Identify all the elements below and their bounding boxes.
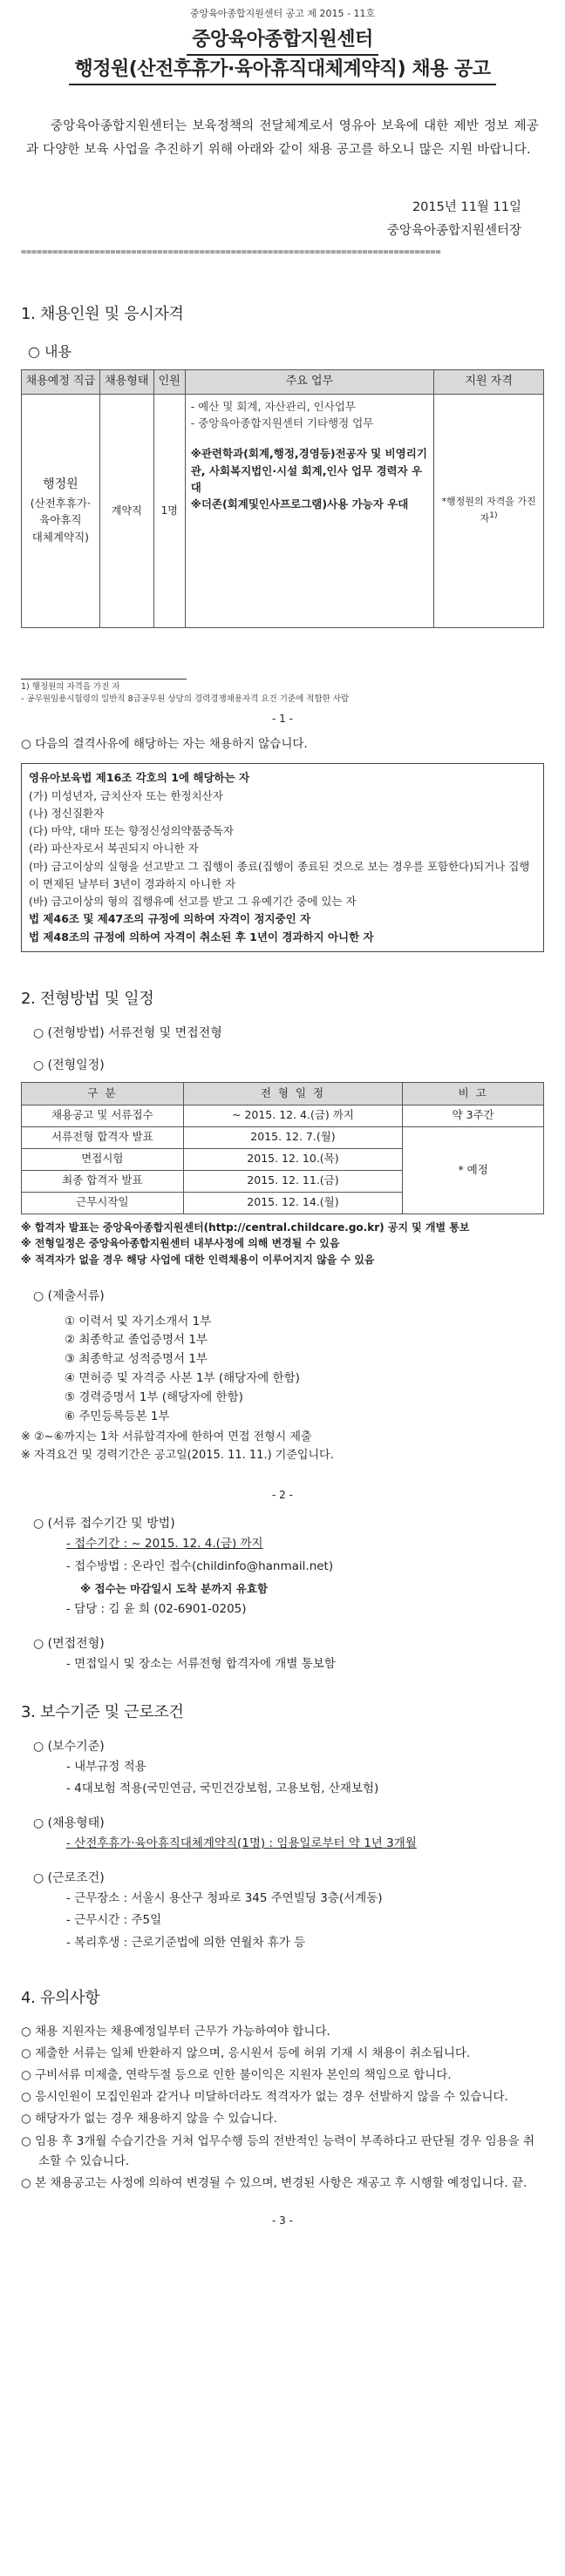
disq-item: (가) 미성년자, 금치산자 또는 한정치산자 <box>29 788 223 802</box>
th-count: 인원 <box>153 369 185 394</box>
section-1-title: 1. 채용인원 및 응시자격 <box>21 304 184 323</box>
footnote-line-1: 1) 행정원의 자격을 가진 자 <box>21 681 120 692</box>
schedule-table <box>21 1082 544 1214</box>
notice-date: 2015년 11월 11일 <box>412 200 521 215</box>
document-note: ※ 자격요건 및 경력기간은 공고일(2015. 11. 11.) 기준입니다. <box>21 1448 334 1462</box>
table-row <box>22 1105 544 1126</box>
caution-item: ○ 임용 후 3개월 수습기간을 거쳐 업무수행 등의 전반적인 능력이 부족하다고 판단될 경우 임용을 취소할 수 있습니다. <box>21 2133 535 2168</box>
interview-label: ○ (면접전형) <box>33 1637 105 1652</box>
document-note: ※ ②~⑥까지는 1차 서류합격자에 한하여 면접 전형시 제출 <box>21 1430 312 1444</box>
section-3-title: 3. 보수기준 및 근로조건 <box>21 1702 184 1721</box>
title-line-2: 행정원(산전후휴가·육아휴직대체계약직) 채용 공고 <box>69 56 495 85</box>
title-block <box>21 26 544 85</box>
condition-item: - 근무장소 : 서울시 용산구 청파로 345 주연빌딩 3층(서계동) <box>66 1890 383 1905</box>
disqualification-box <box>21 763 544 952</box>
section-4-title: 4. 유의사항 <box>21 1988 100 2007</box>
th-note: 비 고 <box>403 1082 544 1105</box>
note-cell: 약 3주간 <box>403 1105 544 1126</box>
document-item: ① 이력서 및 자기소개서 1부 <box>65 1314 212 1329</box>
th-qualification: 지원 자격 <box>434 369 544 394</box>
qualification-cell <box>434 394 544 627</box>
disq-law-2: 법 제48조의 규정에 의하여 자격이 취소된 후 1년이 경과하지 아니한 자 <box>29 930 374 943</box>
work-conditions-details <box>66 1888 544 1955</box>
recruit-table-header <box>22 369 544 394</box>
pay-label: ○ (보수기준) <box>33 1739 105 1754</box>
preference-item: ※더존(회계및인사프로그램)사용 가능자 우대 <box>190 497 409 511</box>
stage-cell: 근무시작일 <box>22 1192 184 1214</box>
th-schedule: 전 형 일 정 <box>183 1082 403 1105</box>
separator-line: ================================================================================ <box>21 247 441 257</box>
documents-label: ○ (제출서류) <box>33 1288 105 1303</box>
disq-item: (바) 금고이상의 형의 집행유예 선고를 받고 그 유예기간 중에 있는 자 <box>29 895 357 909</box>
th-stage: 구 분 <box>22 1082 184 1105</box>
document-item: ② 최종학교 졸업증명서 1부 <box>65 1333 208 1348</box>
document-item: ⑤ 경력증명서 1부 (해당자에 한함) <box>65 1390 243 1405</box>
page-number-2: - 2 - <box>272 1489 293 1502</box>
title-line-1: 중앙육아종합지원센터 <box>187 26 378 56</box>
application-method-text: - 접수방법 : 온라인 접수(childinfo@hanmail.net) <box>66 1559 334 1574</box>
schedule-notes <box>21 1220 544 1268</box>
recruit-table <box>21 369 544 628</box>
document-item: ③ 최종학교 성적증명서 1부 <box>65 1352 208 1367</box>
th-type: 채용형태 <box>99 369 153 394</box>
disq-law-1: 법 제46조 및 제47조의 규정에 의하여 자격이 정지중인 자 <box>29 912 311 926</box>
date-cell: 2015. 12. 14.(월) <box>183 1192 403 1214</box>
footnote <box>21 681 544 707</box>
schedule-note: ※ 합격자 발표는 중앙육아종합지원센터(http://central.childcare.go.kr) 공지 및 개별 통보 <box>21 1220 470 1234</box>
stage-cell: 채용공고 및 서류접수 <box>22 1105 184 1126</box>
caution-item: ○ 해당자가 없는 경우 채용하지 않을 수 있습니다. <box>21 2112 277 2126</box>
document-item: ④ 면허증 및 자격증 사본 1부 (해당자에 한함) <box>65 1371 300 1386</box>
notice-number: 중앙육아종합지원센터 공고 제 2015 - 11호 <box>189 8 376 19</box>
date-cell: 2015. 12. 10.(목) <box>183 1148 403 1170</box>
duties-cell <box>185 394 434 627</box>
condition-item: - 복리후생 : 근로기준법에 의한 연월차 휴가 등 <box>66 1935 306 1950</box>
pay-item: - 4대보험 적용(국민연금, 국민건강보험, 고용보험, 산재보험) <box>66 1782 379 1796</box>
footnote-line-2: - 공무원임용시험령의 일반직 8급공무원 상당의 경력경쟁채용자격 요건 기준에 적합한 사람 <box>21 693 350 704</box>
position-cell <box>22 394 100 627</box>
disq-item: (라) 파산자로서 복권되지 아니한 자 <box>29 842 199 855</box>
date-block <box>21 196 521 241</box>
date-cell: 2015. 12. 11.(금) <box>183 1170 403 1192</box>
position-name: 행정원 <box>43 477 78 492</box>
plan-note-cell: * 예정 <box>403 1126 544 1214</box>
stage-cell: 서류전형 합격자 발표 <box>22 1126 184 1148</box>
caution-item: ○ 채용 지원자는 채용예정일부터 근무가 가능하여야 합니다. <box>21 2024 330 2038</box>
schedule-table-header <box>22 1082 544 1105</box>
application-method <box>66 1556 544 1579</box>
stage-cell: 면접시험 <box>22 1148 184 1170</box>
position-detail-1: (산전후휴가· <box>30 496 92 510</box>
application-contact: - 담당 : 김 윤 희 (02-6901-0205) <box>66 1602 247 1617</box>
caution-item: ○ 본 채용공고는 사정에 의하여 변경될 수 있으며, 변경된 사항은 재공고 후 시행할 예정입니다. 끝. <box>21 2176 528 2191</box>
schedule-note: ※ 적격자가 없을 경우 해당 사업에 대한 인력채용이 이루어지지 않을 수 있음 <box>21 1254 375 1267</box>
type-cell: 계약직 <box>99 394 153 627</box>
application-note: ※ 접수는 마감일시 도착 분까지 유효함 <box>80 1581 269 1595</box>
stage-cell: 최종 합격자 발표 <box>22 1170 184 1192</box>
notice-org: 중앙육아종합지원센터장 <box>386 223 521 238</box>
disq-title: 영유아보육법 제16조 각호의 1에 해당하는 자 <box>29 771 250 785</box>
section-2-title: 2. 전형방법 및 일정 <box>21 989 154 1008</box>
page-number-1: - 1 - <box>272 713 293 726</box>
schedule-label: ○ (전형일정) <box>33 1058 105 1072</box>
application-period: - 접수기간 : ~ 2015. 12. 4.(금) 까지 <box>66 1537 263 1552</box>
disqualification-intro: ○ 다음의 결격사유에 해당하는 자는 채용하지 않습니다. <box>21 737 308 752</box>
page-number-3: - 3 - <box>272 2214 293 2228</box>
content-label: ○ 내용 <box>28 342 71 360</box>
caution-item: ○ 응시인원이 모집인원과 같거나 미달하더라도 적격자가 없는 경우 선발하지 않을 수 있습니다. <box>21 2090 508 2105</box>
condition-item: - 근무시간 : 주5일 <box>66 1913 162 1928</box>
interview-detail: - 면접일시 및 장소는 서류전형 합격자에 개별 통보함 <box>66 1657 336 1672</box>
pay-details <box>66 1756 544 1801</box>
disq-item: (나) 정신질환자 <box>29 806 105 820</box>
disq-item: (마) 금고이상의 실형을 선고받고 그 집행이 종료(집행이 종료된 것으로 보는 경우를 포함한다)되거나 집행이 면제된 날부터 3년이 경과하지 아니한 자 <box>29 859 530 890</box>
position-detail-3: 대체계약직) <box>31 530 90 544</box>
table-row <box>22 1126 544 1148</box>
caution-list <box>21 2022 544 2194</box>
th-position: 채용예정 직급 <box>22 369 100 394</box>
position-detail-2: 육아휴직 <box>39 513 82 527</box>
duty-item: - 중앙육아종합지원센터 기타행정 업무 <box>190 416 374 429</box>
employment-type-label: ○ (채용형태) <box>33 1815 105 1830</box>
count-cell: 1명 <box>153 394 185 627</box>
document-notes <box>21 1429 544 1465</box>
th-duties: 주요 업무 <box>185 369 434 394</box>
intro-paragraph: 중앙육아종합지원센터는 보육정책의 전달체계로서 영유아 보육에 대한 제반 정보 제공과 다양한 보육 사업을 추진하기 위해 아래와 같이 채용 공고를 하오니 많은 지원 바랍니다. <box>26 118 539 157</box>
pay-item: - 내부규정 적용 <box>66 1759 146 1774</box>
caution-item: ○ 제출한 서류는 일체 반환하지 않으며, 응시원서 등에 허위 기재 시 채용이 취소됩니다. <box>21 2045 471 2060</box>
table-row <box>22 394 544 627</box>
caution-item: ○ 구비서류 미제출, 연락두절 등으로 인한 불이익은 지원자 본인의 책임으로 합니다. <box>21 2067 452 2082</box>
qualification-footnote-ref: 1) <box>489 510 498 520</box>
preference-item: ※관련학과(회계,행정,경영등)전공자 및 비영리기관, 사회복지법인·시설 회계,인사 업무 경력자 우대 <box>190 447 427 495</box>
date-cell: ~ 2015. 12. 4.(금) 까지 <box>183 1105 403 1126</box>
duty-item: - 예산 및 회계, 자산관리, 인사업무 <box>190 399 356 413</box>
qualification-text: *행정원의 자격을 가진 자 <box>441 496 536 524</box>
disq-item: (다) 마약, 대마 또는 향정신성의약품중독자 <box>29 824 234 838</box>
application-details <box>66 1533 544 1621</box>
application-label: ○ (서류 접수기간 및 방법) <box>33 1517 175 1531</box>
employment-type-detail: - 산전후휴가·육아휴직대체계약직(1명) : 임용일로부터 약 1년 3개월 <box>66 1836 417 1850</box>
document-item: ⑥ 주민등록등본 1부 <box>65 1409 170 1423</box>
date-cell: 2015. 12. 7.(월) <box>183 1126 403 1148</box>
schedule-note: ※ 전형일정은 중앙육아종합지원센터 내부사정에 의해 변경될 수 있음 <box>21 1237 340 1250</box>
documents-list <box>65 1313 544 1427</box>
work-conditions-label: ○ (근로조건) <box>33 1870 105 1885</box>
selection-method: ○ (전형방법) 서류전형 및 면접전형 <box>33 1025 222 1040</box>
